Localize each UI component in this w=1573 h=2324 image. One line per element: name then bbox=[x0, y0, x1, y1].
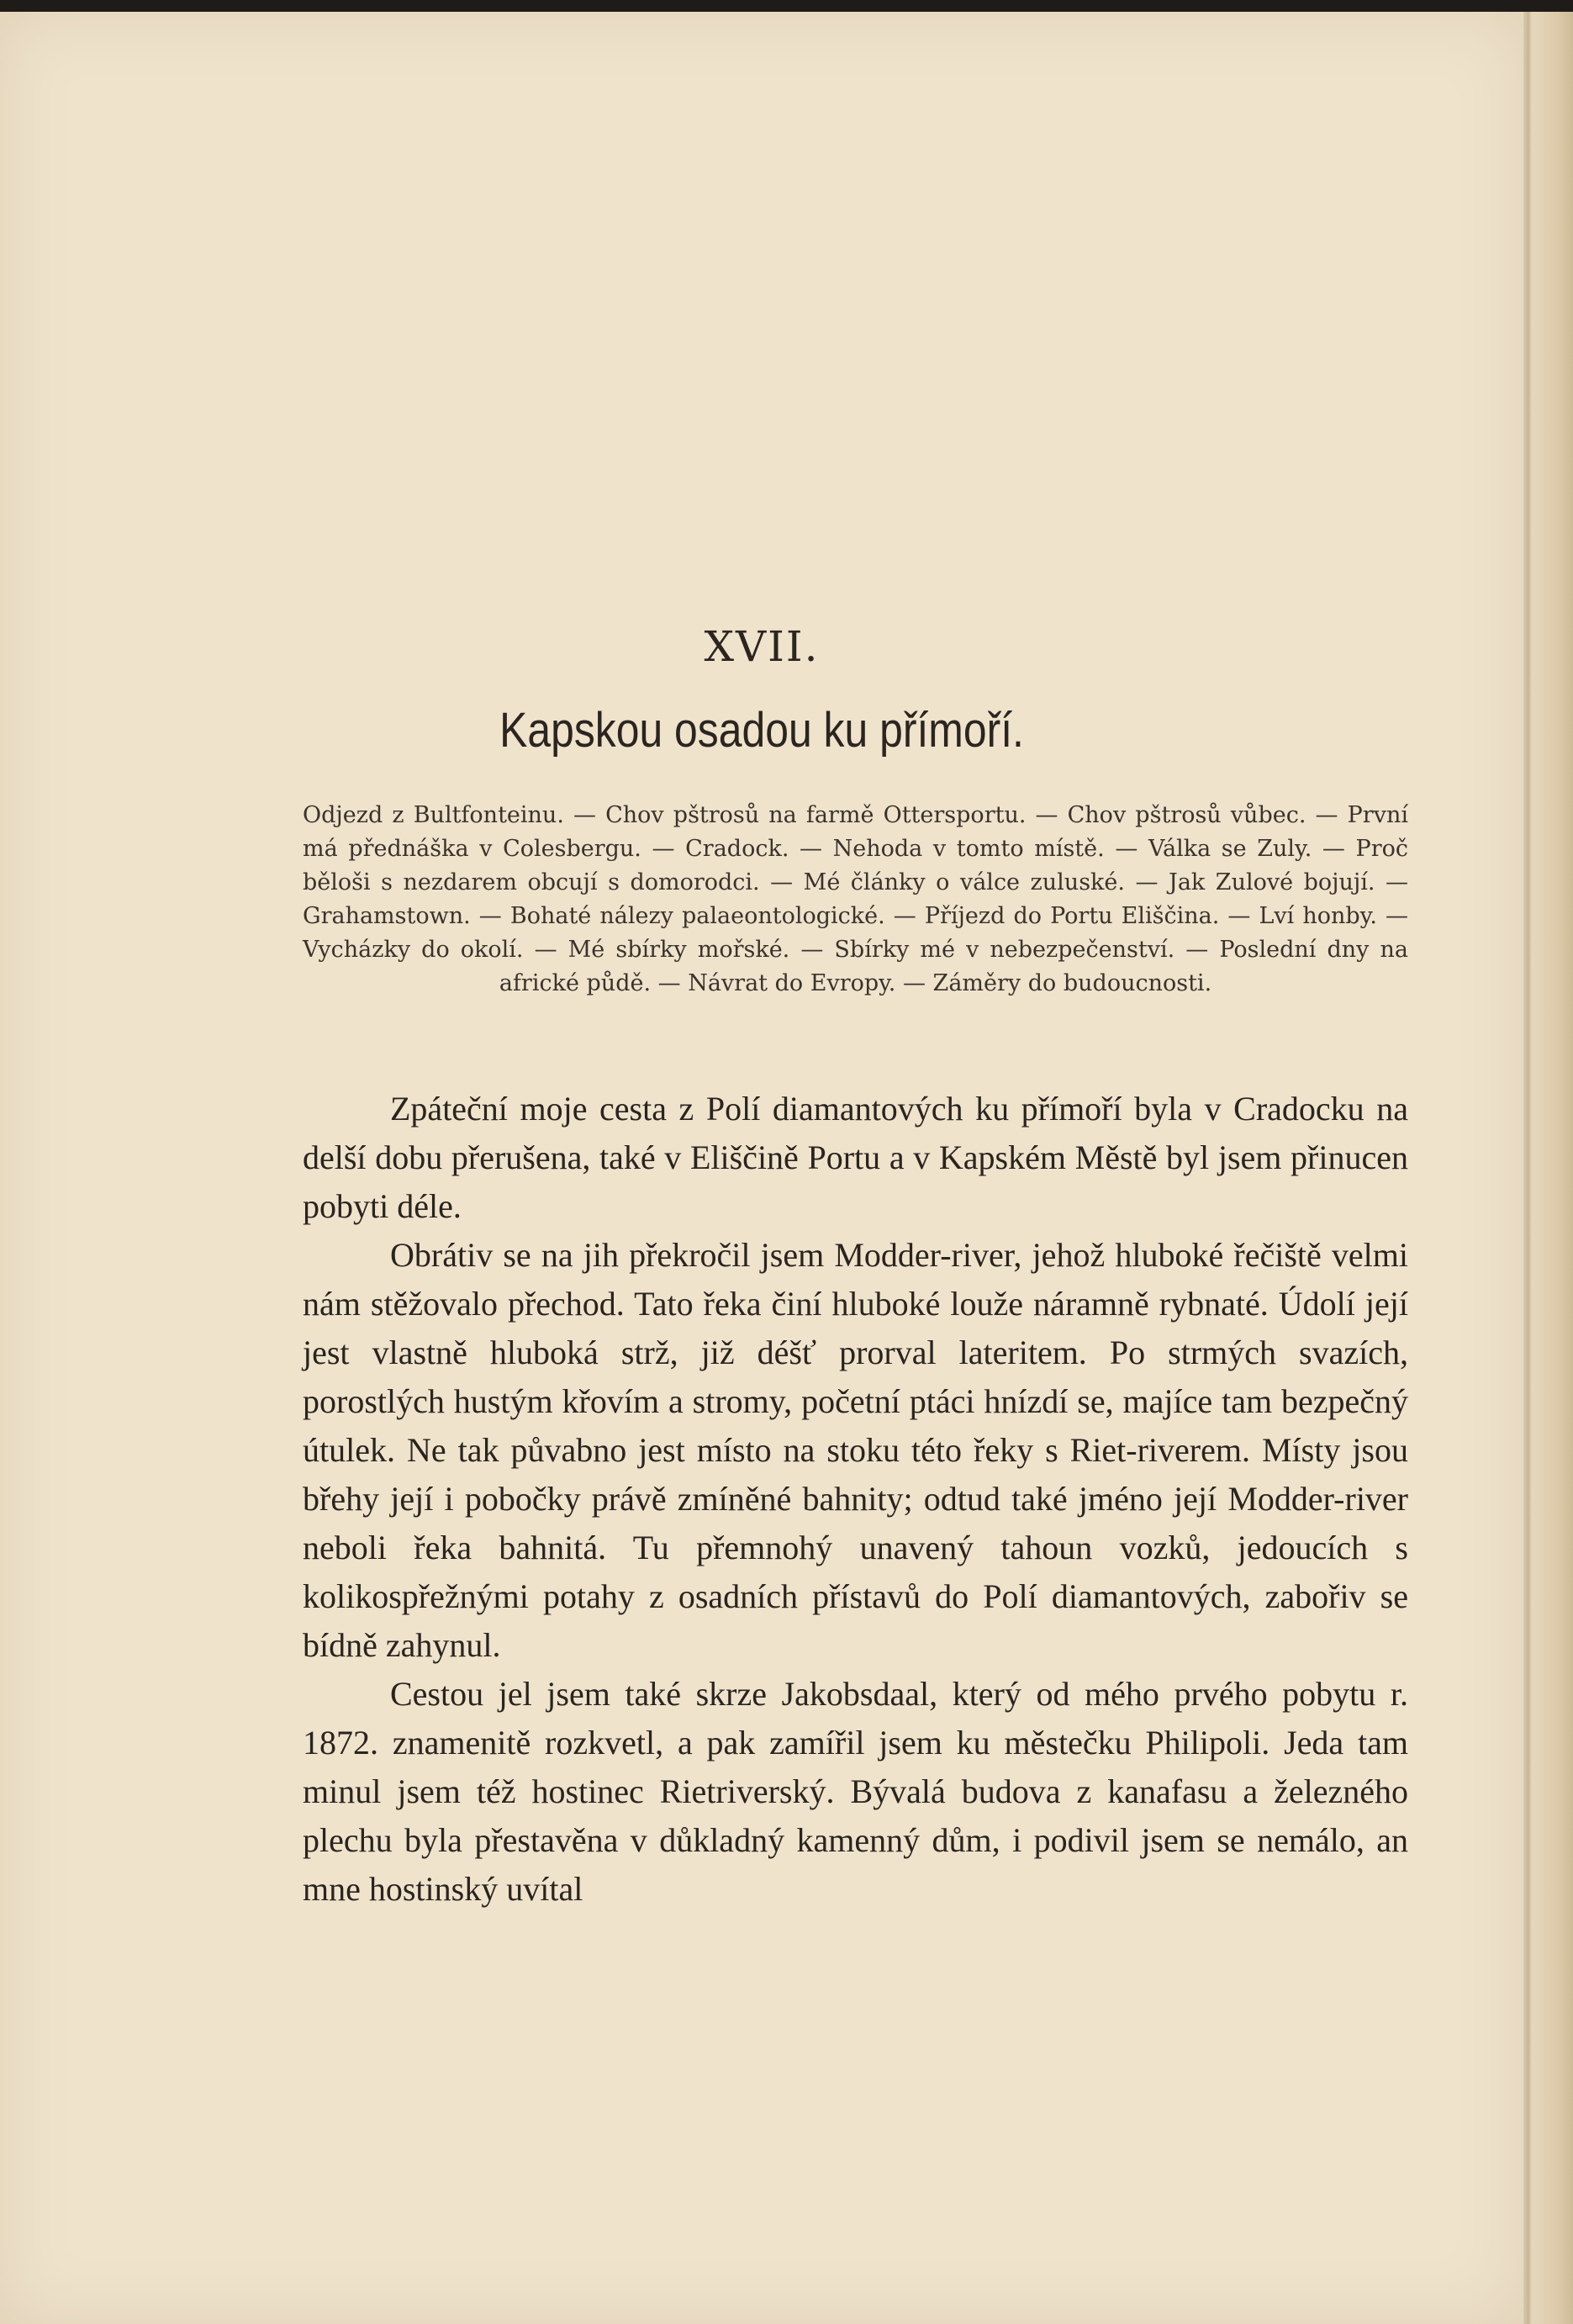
chapter-summary: Odjezd z Bultfonteinu. — Chov pštrosů na farmě Ottersportu. — Chov pštrosů vůbec. — První má přednáška v Colesbergu. — Cradock. — Nehoda v tomto místě. — Válka se Zuly. — Proč běloši s nezdarem obcují s domorodci. — Mé články o válce zuluské. — Jak Zulové bojují. — Grahamstown. — Bohaté nálezy palaeontologické. — Příjezd do Portu Eliščina. — Lví honby. — Vycházky do okolí. — Mé sbírky mořské. — Sbírky mé v nebezpečenství. — Poslední dny na africké půdě. — Návrat do Evropy. — Záměry do budoucnosti. bbox=[303, 802, 1408, 996]
paragraph: Obrátiv se na jih překročil jsem Modder-river, jehož hluboké řečiště velmi nám stěžovalo přechod. Tato řeka činí hluboké louže náramně rybnaté. Údolí její jest vlastně hluboká strž, již déšť prorval lateritem. Po strmých svazích, porostlých hustým křovím a stromy, početní ptáci hnízdí se, majíce tam bezpečný útulek. Ne tak půvabno jest místo na stoku této řeky s Riet-riverem. Místy jsou břehy její i pobočky právě zmíněné bahnity; odtud také jméno její Modder-river neboli řeka bahnitá. Tu přemnohý unavený tahoun vozků, jedoucích s kolikospřežnými potahy z osadních přístavů do Polí diamantových, zabořiv se bídně zahynul. bbox=[303, 1236, 1408, 1664]
paragraph: Zpáteční moje cesta z Polí diamantových ku přímoří byla v Cradocku na delší dobu přerušena, také v Eliščině Portu a v Kapském Městě byl jsem přinucen pobyti déle. bbox=[303, 1090, 1408, 1225]
scan-top-border bbox=[0, 0, 1573, 12]
page-edge bbox=[1523, 12, 1573, 2324]
body-text bbox=[303, 1085, 1408, 1914]
chapter-number: XVII. bbox=[704, 622, 820, 671]
paragraph: Cestou jel jsem také skrze Jakobsdaal, který od mého prvého pobytu r. 1872. znamenitě rozkvetl, a pak zamířil jsem ku městečku Philipoli. Jeda tam minul jsem též hostinec Rietriverský. Bývalá budova z kanafasu a železného plechu byla přestavěna v důkladný kamenný dům, i podivil jsem se nemálo, an mne hostinský uvítal bbox=[303, 1675, 1408, 1908]
chapter-title: Kapskou osadou ku přímoří. bbox=[499, 703, 1024, 758]
